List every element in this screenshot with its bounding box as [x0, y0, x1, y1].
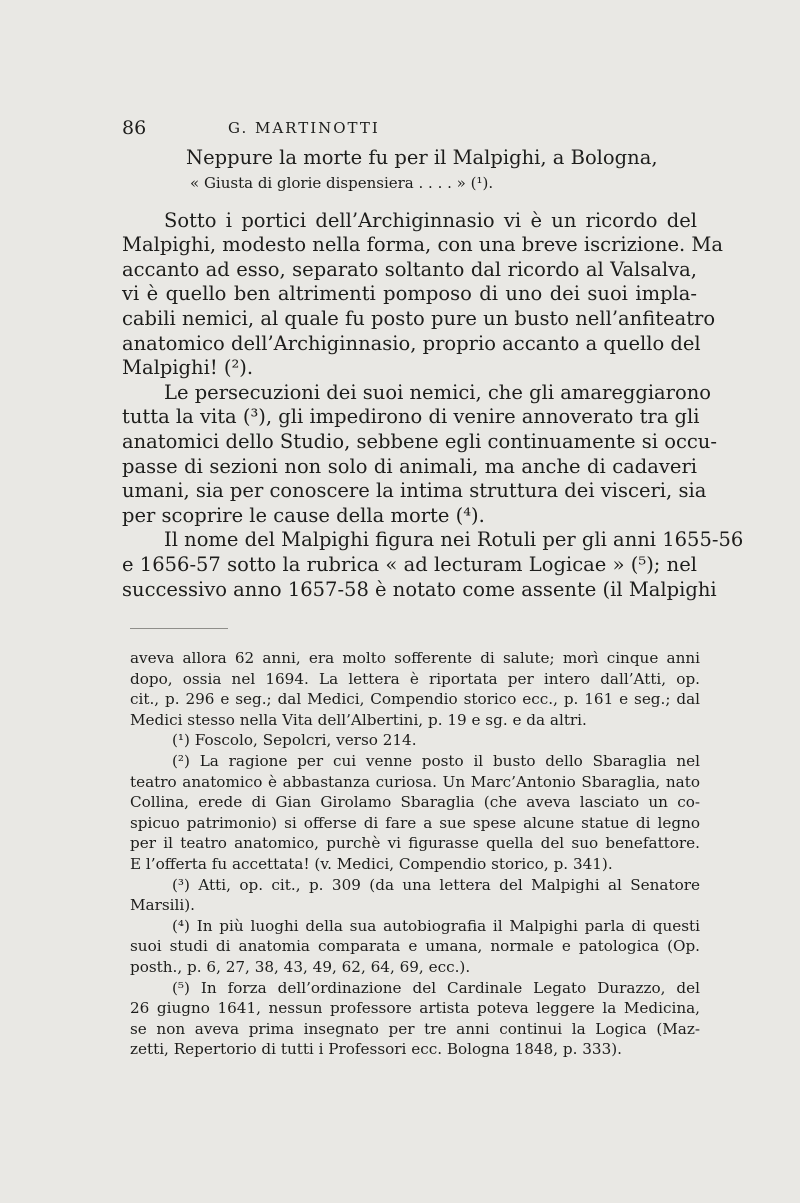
footnote-1: (¹) Foscolo, Sepolcri, verso 214.: [172, 731, 417, 750]
note-line: Medici stesso nella Vita dell’Albertini, p. 19 e sg. e da altri.: [130, 710, 587, 729]
page-header: [122, 117, 682, 143]
note-line: per il teatro anatomico, purchè vi figurasse quella del suo benefattore.: [130, 834, 700, 853]
text-line: passe di sezioni non solo di animali, ma anche di cadaveri: [122, 454, 697, 478]
note-line: 26 giugno 1641, nessun professore artista poteva leggere la Medicina,: [130, 999, 700, 1018]
footnote-2: [130, 751, 700, 875]
note-line: Collina, erede di Gian Girolamo Sbaraglia (che aveva lasciato un co-: [130, 793, 700, 812]
text-line: tutta la vita (³), gli impedirono di venire annoverato tra gli: [122, 405, 700, 429]
note-line: Marsili).: [130, 896, 195, 915]
footnote-5: [130, 978, 700, 1060]
note-line: spicuo patrimonio) si offerse di fare a sue spese alcune statue di legno: [130, 813, 700, 832]
text-line: Sotto i portici dell’Archiginnasio vi è un ricordo del: [164, 208, 697, 232]
footnotes: [130, 648, 700, 1060]
footnote-rule: [130, 628, 228, 629]
note-line: teatro anatomico è abbastanza curiosa. Un Marc’Antonio Sbaraglia, nato: [130, 772, 700, 791]
text-line: Le persecuzioni dei suoi nemici, che gli amareggiarono: [164, 380, 712, 404]
note-line: suoi studi di anatomia comparata e umana, normale e patologica (Op.: [130, 937, 700, 956]
text-line: anatomico dell’Archiginnasio, proprio accanto a quello del: [122, 331, 701, 355]
opening-line: Neppure la morte fu per il Malpighi, a Bologna,: [186, 146, 658, 169]
text-line: Malpighi, modesto nella forma, con una breve iscrizione. Ma: [122, 233, 723, 257]
text-line: vi è quello ben altrimenti pomposo di uno dei suoi impla-: [122, 282, 697, 306]
note-line: (⁴) In più luoghi della sua autobiografia il Malpighi parla di questi: [172, 916, 700, 935]
spacer: [122, 195, 697, 209]
page-number: 86: [122, 117, 147, 139]
paragraph-3: [122, 528, 744, 602]
main-text: [122, 146, 744, 602]
text-line: successivo anno 1657-58 è notato come assente (il Malpighi: [122, 577, 717, 601]
text-line: Malpighi! (²).: [122, 356, 254, 380]
text-line: e 1656-57 sotto la rubrica « ad lecturam Logicae » (⁵); nel: [122, 552, 697, 576]
paragraph-2: [122, 380, 717, 529]
verse-quote: « Giusta di glorie dispensiera . . . . » (¹).: [190, 173, 494, 192]
footnote-continuation: [130, 648, 700, 730]
running-head: G. MARTINOTTI: [228, 119, 380, 137]
paragraph-1: [122, 208, 723, 381]
note-line: se non aveva prima insegnato per tre anni continui la Logica (Maz-: [130, 1019, 700, 1038]
text-line: accanto ad esso, separato soltanto dal ricordo al Valsalva,: [122, 257, 697, 281]
footnote-4: [130, 916, 700, 978]
note-line: aveva allora 62 anni, era molto sofferente di salute; morì cinque anni: [130, 649, 700, 667]
text-line: cabili nemici, al quale fu posto pure un busto nell’anfiteatro: [122, 306, 716, 330]
text-line: umani, sia per conoscere la intima struttura dei visceri, sia: [122, 479, 707, 503]
footnote-3: [130, 875, 700, 916]
note-line: (²) La ragione per cui venne posto il busto dello Sbaraglia nel: [172, 751, 700, 770]
text-line: anatomici dello Studio, sebbene egli continuamente si occu-: [122, 429, 717, 453]
note-line: dopo, ossia nel 1694. La lettera è riportata per intero dall’Atti, op.: [130, 669, 700, 688]
note-line: zetti, Repertorio di tutti i Professori ecc. Bologna 1848, p. 333).: [130, 1040, 622, 1059]
note-line: cit., p. 296 e seg.; dal Medici, Compendio storico ecc., p. 161 e seg.; dal: [130, 690, 700, 709]
note-line: E l’offerta fu accettata! (v. Medici, Compendio storico, p. 341).: [130, 854, 613, 873]
note-line: posth., p. 6, 27, 38, 43, 49, 62, 64, 69, ecc.).: [130, 957, 471, 976]
text-line: per scoprire le cause della morte (⁴).: [122, 503, 485, 527]
note-line: (³) Atti, op. cit., p. 309 (da una lettera del Malpighi al Senatore: [172, 875, 700, 894]
note-line: (⁵) In forza dell’ordinazione del Cardinale Legato Durazzo, del: [172, 978, 700, 997]
text-line: Il nome del Malpighi figura nei Rotuli per gli anni 1655-56: [164, 528, 744, 552]
